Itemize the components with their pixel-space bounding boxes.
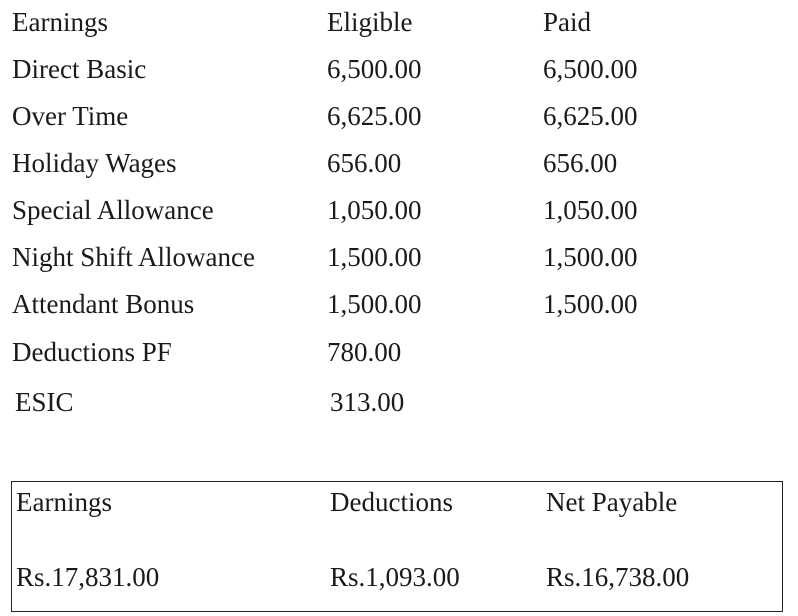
row-label-esic: ESIC [15,387,74,417]
row-label-special-allowance: Special Allowance [12,195,214,225]
row-paid-direct-basic: 6,500.00 [543,54,638,84]
summary-box [11,481,783,612]
header-earnings-label: Earnings [12,7,108,37]
row-label-direct-basic: Direct Basic [12,54,147,84]
row-label-deductions-pf: Deductions PF [12,337,172,367]
row-paid-attendant-bonus: 1,500.00 [543,289,638,319]
summary-net-payable-value: Rs.16,738.00 [546,562,690,592]
row-label-over-time: Over Time [12,101,129,131]
header-eligible-label: Eligible [327,7,413,37]
row-paid-over-time: 6,625.00 [543,101,638,131]
row-paid-special-allowance: 1,050.00 [543,195,638,225]
summary-net-payable-label: Net Payable [546,487,678,517]
row-paid-night-shift-allowance: 1,500.00 [543,242,638,272]
summary-earnings-value: Rs.17,831.00 [16,562,160,592]
row-eligible-direct-basic: 6,500.00 [327,54,422,84]
row-paid-holiday-wages: 656.00 [543,148,618,178]
summary-earnings-label: Earnings [16,487,112,517]
row-label-night-shift-allowance: Night Shift Allowance [12,242,255,272]
row-eligible-deductions-pf: 780.00 [327,337,402,367]
row-eligible-night-shift-allowance: 1,500.00 [327,242,422,272]
row-eligible-attendant-bonus: 1,500.00 [327,289,422,319]
row-label-attendant-bonus: Attendant Bonus [12,289,195,319]
row-label-holiday-wages: Holiday Wages [12,148,177,178]
row-eligible-over-time: 6,625.00 [327,101,422,131]
header-paid-label: Paid [543,7,592,37]
row-eligible-holiday-wages: 656.00 [327,148,402,178]
summary-deductions-label: Deductions [330,487,453,517]
summary-deductions-value: Rs.1,093.00 [330,562,460,592]
row-eligible-esic: 313.00 [330,387,405,417]
row-eligible-special-allowance: 1,050.00 [327,195,422,225]
